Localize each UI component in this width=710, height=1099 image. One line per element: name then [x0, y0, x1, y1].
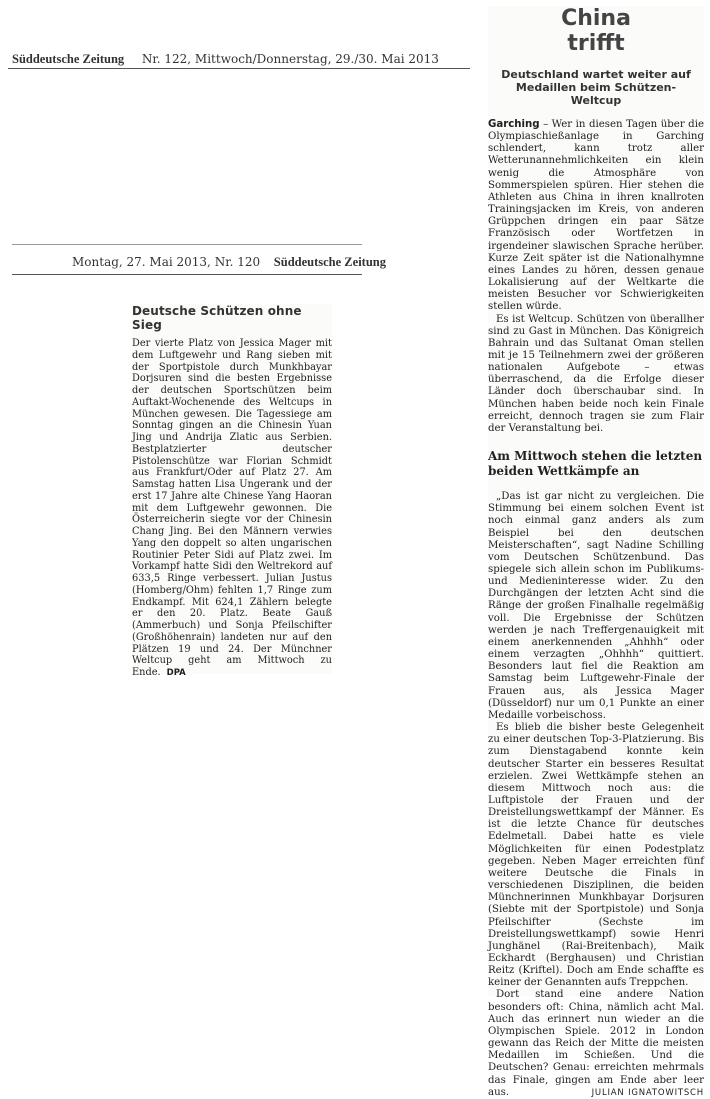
brief-body	[132, 338, 332, 680]
agency-tag: DPA	[166, 668, 186, 678]
issue-info: Nr. 122, Mittwoch/Donnerstag, 29./30. Mai 2013	[141, 52, 439, 66]
masthead-clip-1	[12, 52, 439, 67]
newspaper-name: Süddeutsche Zeitung	[12, 52, 125, 66]
newspaper-name-2: Süddeutsche Zeitung	[273, 255, 386, 269]
article-subhead: Am Mittwoch stehen die letzten beiden Wettkämpfe an	[488, 449, 703, 479]
paragraph-1-text: – Wer in diesen Tagen über die Olympiaschießanlage in Garching schlendert, kann trotz aller Wetterunannehmlichkeiten ein klein wenig die Atmosphäre von Sommerspielen spüren. Hier stehen die Athleten aus China in ihren knallroten Trainingsjacken im Kreis, von anderen Grüppchen dringen ein paar Sätze Französisch oder Wortfetzen in irgendeiner slawischen Sprache herüber. Kurze Zeit später ist die Nationalhymne eines Landes zu hören, dessen genaue Lokalisierung auf der Weltkarte die meisten Besucher vor Schwierigkeiten stellen würde.	[488, 119, 704, 313]
paragraph-4: Es blieb die bisher beste Gelegenheit zu einer deutschen Top-3-Platzierung. Bis zum Dienstagabend konnte kein deutscher Starter ein besseres Resultat erzielen. Zwei Wettkämpfe stehen an diesem Mittwoch noch aus: die Luftpistole der Frauen und der Dreistellungswettkampf der Männer. Es ist die letzte Chance für deutsches Edelmetall. Dabei hatte es viele Möglichkeiten für einen Podestplatz gegeben. Neben Mager erreichten fünf weitere Deutsche die Finals in verschiedenen Disziplinen, die beiden Münchnerinnen Munkhbayar Dorjsuren (Siebte mit der Sportpistole) und Sonja Pfeilschifter (Sechste im Dreistellungswettkampf) sowie Henri Junghänel (Rai-Breitenbach), Maik Eckhardt (Berghausen) und Christian Reitz (Kriftel). Doch am Ende schaffte es keiner der Genannten aufs Treppchen.	[488, 722, 704, 989]
title-line-1: China	[561, 6, 631, 31]
paragraph-2: Es ist Weltcup. Schützen von überallher sind zu Gast in München. Das Königreich Bahrain und das Sultanat Oman stellen mit je 15 Teilnehmern zwei der größeren nationalen Aufgebote – etwas überraschend, da die Erfolge dieser Länder doch überschaubar sind. In München haben beide noch kein Finale erreicht, dennoch tragen sie zum Flair der Veranstaltung bei.	[488, 313, 704, 434]
author-name: JULIAN IGNATOWITSCH	[591, 1087, 704, 1098]
title-line-2: trifft	[567, 31, 625, 56]
article-subtitle: Deutschland wartet weiter auf Medaillen beim Schützen-Weltcup	[501, 68, 691, 107]
masthead-rule-2-top	[12, 244, 362, 245]
dateline: Garching	[488, 119, 540, 130]
paragraph-1	[488, 119, 704, 314]
main-article	[488, 6, 704, 1098]
paragraph-5	[488, 989, 704, 1098]
masthead-rule-2	[12, 274, 362, 275]
issue-info-2: Montag, 27. Mai 2013, Nr. 120	[72, 255, 261, 269]
brief-text: Der vierte Platz von Jessica Mager mit dem Luftgewehr und Rang sieben mit der Sportpistole durch Munkhbayar Dorjsuren sind die besten Ergebnisse der deutschen Sportschützen beim Auftakt-Wochenende des Weltcups in München gewesen. Die Tagessiege am Sonntag gingen an die Chinesin Yuan Jing und Andrija Zlatic aus Serbien. Bestplatzierter deutscher Pistolenschütze war Florian Schmidt aus Frankfurt/Oder auf Platz 27. Am Samstag hatten Lisa Ungerank und der erst 17 Jahre alte Chinese Yang Haoran mit dem Luftgewehr gewonnen. Die Österreicherin siegte vor der Chinesin Chang Jing. Bei den Männern verwies Yang den doppelt so alten ungarischen Routinier Peter Sidi auf Platz zwei. Im Vorkampf hatte Sidi den Weltrekord auf 633,5 Ringe verbessert. Julian Justus (Homberg/Ohm) fehlten 1,7 Ringe zum Endkampf. Mit 624,1 Zählern belegte er den 20. Platz. Beate Gauß (Ammerbuch) und Sonja Pfeilschifter (Großhöhenrain) landeten nur auf den Plätzen 19 und 24. Der Münchner Weltcup geht am Mittwoch zu Ende.	[132, 338, 332, 678]
paragraph-5-text: Dort stand eine andere Nation besonders oft: China, nämlich acht Mal. Auch das erinnert nun wieder an die Olympischen Spiele. 2012 in London gewann das Reich der Mitte die meisten Medaillen im Schießen. Und die Deutschen? Genau: erreichten mehrmals das Finale, gingen am Ende aber leer aus.	[488, 989, 704, 1098]
paragraph-3: „Das ist gar nicht zu vergleichen. Die Stimmung bei einem solchen Event ist noch einmal ganz anders als zum Beispiel bei den deutschen Meisterschaften“, sagt Nadine Schilling vom Deutschen Schützenbund. Das spiegele sich allein schon im Publikums- und Medieninteresse wider. Zu den Durchgängen der letzten Acht sind die Ränge der großen Finalhalle regelmäßig voll. Die Ergebnisse der Schützen werden je nach Treffergenauigkeit mit einem anerkennenden „Ahhhh“ oder einem verzagten „Ohhhh“ quittiert. Besonders laut fiel die Reaktion am Samstag beim Luftgewehr-Finale der Frauen aus, als Jessica Mager (Düsseldorf) nur um 0,1 Punkte an einer Medaille vorbeischoss.	[488, 491, 704, 721]
brief-headline: Deutsche Schützen ohne Sieg	[132, 304, 302, 332]
article-body-2	[488, 491, 704, 1099]
article-title	[488, 6, 704, 56]
article-body	[488, 119, 704, 435]
masthead-rule-1	[8, 68, 470, 69]
masthead-clip-2	[72, 255, 386, 270]
news-brief	[132, 304, 332, 678]
